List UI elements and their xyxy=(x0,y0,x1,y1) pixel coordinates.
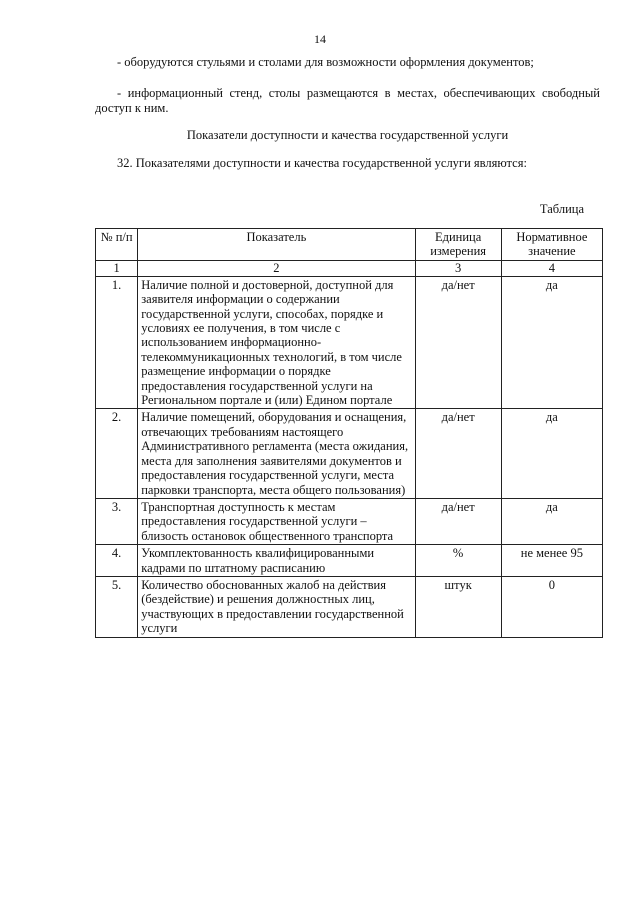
index-cell: 1 xyxy=(96,260,138,276)
row-unit: % xyxy=(415,545,501,577)
row-indicator: Наличие помещений, оборудования и оснащения, отвечающих требованиям настоящего Административного регламента (места ожидания, места для заполнения заявителями документов и предоставления государственной услуги, места парковки транспорта, места общего пользования) xyxy=(138,409,415,498)
index-cell: 2 xyxy=(138,260,415,276)
row-value: да xyxy=(501,409,602,498)
row-number: 1. xyxy=(96,276,138,409)
paragraph-furniture: - оборудуются стульями и столами для возможности оформления документов; xyxy=(117,55,534,69)
index-cell: 3 xyxy=(415,260,501,276)
header-number: № п/п xyxy=(96,229,138,261)
row-indicator: Укомплектованность квалифицированными кадрами по штатному расписанию xyxy=(138,545,415,577)
table-index-row xyxy=(96,260,603,276)
row-indicator: Количество обоснованных жалоб на действия (бездействие) и решения должностных лиц, участвующих в предоставлении государственной услуги xyxy=(138,576,415,637)
row-number: 5. xyxy=(96,576,138,637)
row-number: 2. xyxy=(96,409,138,498)
row-number: 3. xyxy=(96,498,138,544)
header-unit: Единица измерения xyxy=(415,229,501,261)
header-indicator: Показатель xyxy=(138,229,415,261)
row-value: да xyxy=(501,498,602,544)
row-indicator: Транспортная доступность к местам предоставления государственной услуги – близость остановок общественного транспорта xyxy=(138,498,415,544)
row-number: 4. xyxy=(96,545,138,577)
header-value: Нормативное значение xyxy=(501,229,602,261)
table-row xyxy=(96,409,603,498)
row-unit: да/нет xyxy=(415,276,501,409)
index-cell: 4 xyxy=(501,260,602,276)
row-indicator: Наличие полной и достоверной, доступной для заявителя информации о содержании государственной услуги, способах, порядке и условиях ее получения, в том числе с использованием информационно-телекоммуникационных технологий, в том числе размещение информации о порядке предоставления государственной услуги на Региональном портале и (или) Едином портале xyxy=(138,276,415,409)
indicators-table xyxy=(95,228,603,638)
row-value: 0 xyxy=(501,576,602,637)
paragraph-clause-32: 32. Показателями доступности и качества государственной услуги являются: xyxy=(117,156,527,170)
row-unit: штук xyxy=(415,576,501,637)
table-row xyxy=(96,498,603,544)
table-caption: Таблица xyxy=(539,202,584,216)
paragraph-info-stand: - информационный стенд, столы размещаются в местах, обеспечивающих свободный доступ к ним. xyxy=(95,86,600,115)
row-unit: да/нет xyxy=(415,409,501,498)
table-row xyxy=(96,576,603,637)
table-row xyxy=(96,276,603,409)
row-unit: да/нет xyxy=(415,498,501,544)
row-value: не менее 95 xyxy=(501,545,602,577)
section-heading: Показатели доступности и качества государственной услуги xyxy=(186,128,509,142)
page-number: 14 xyxy=(314,32,326,46)
table-header-row xyxy=(96,229,603,261)
table-row xyxy=(96,545,603,577)
row-value: да xyxy=(501,276,602,409)
